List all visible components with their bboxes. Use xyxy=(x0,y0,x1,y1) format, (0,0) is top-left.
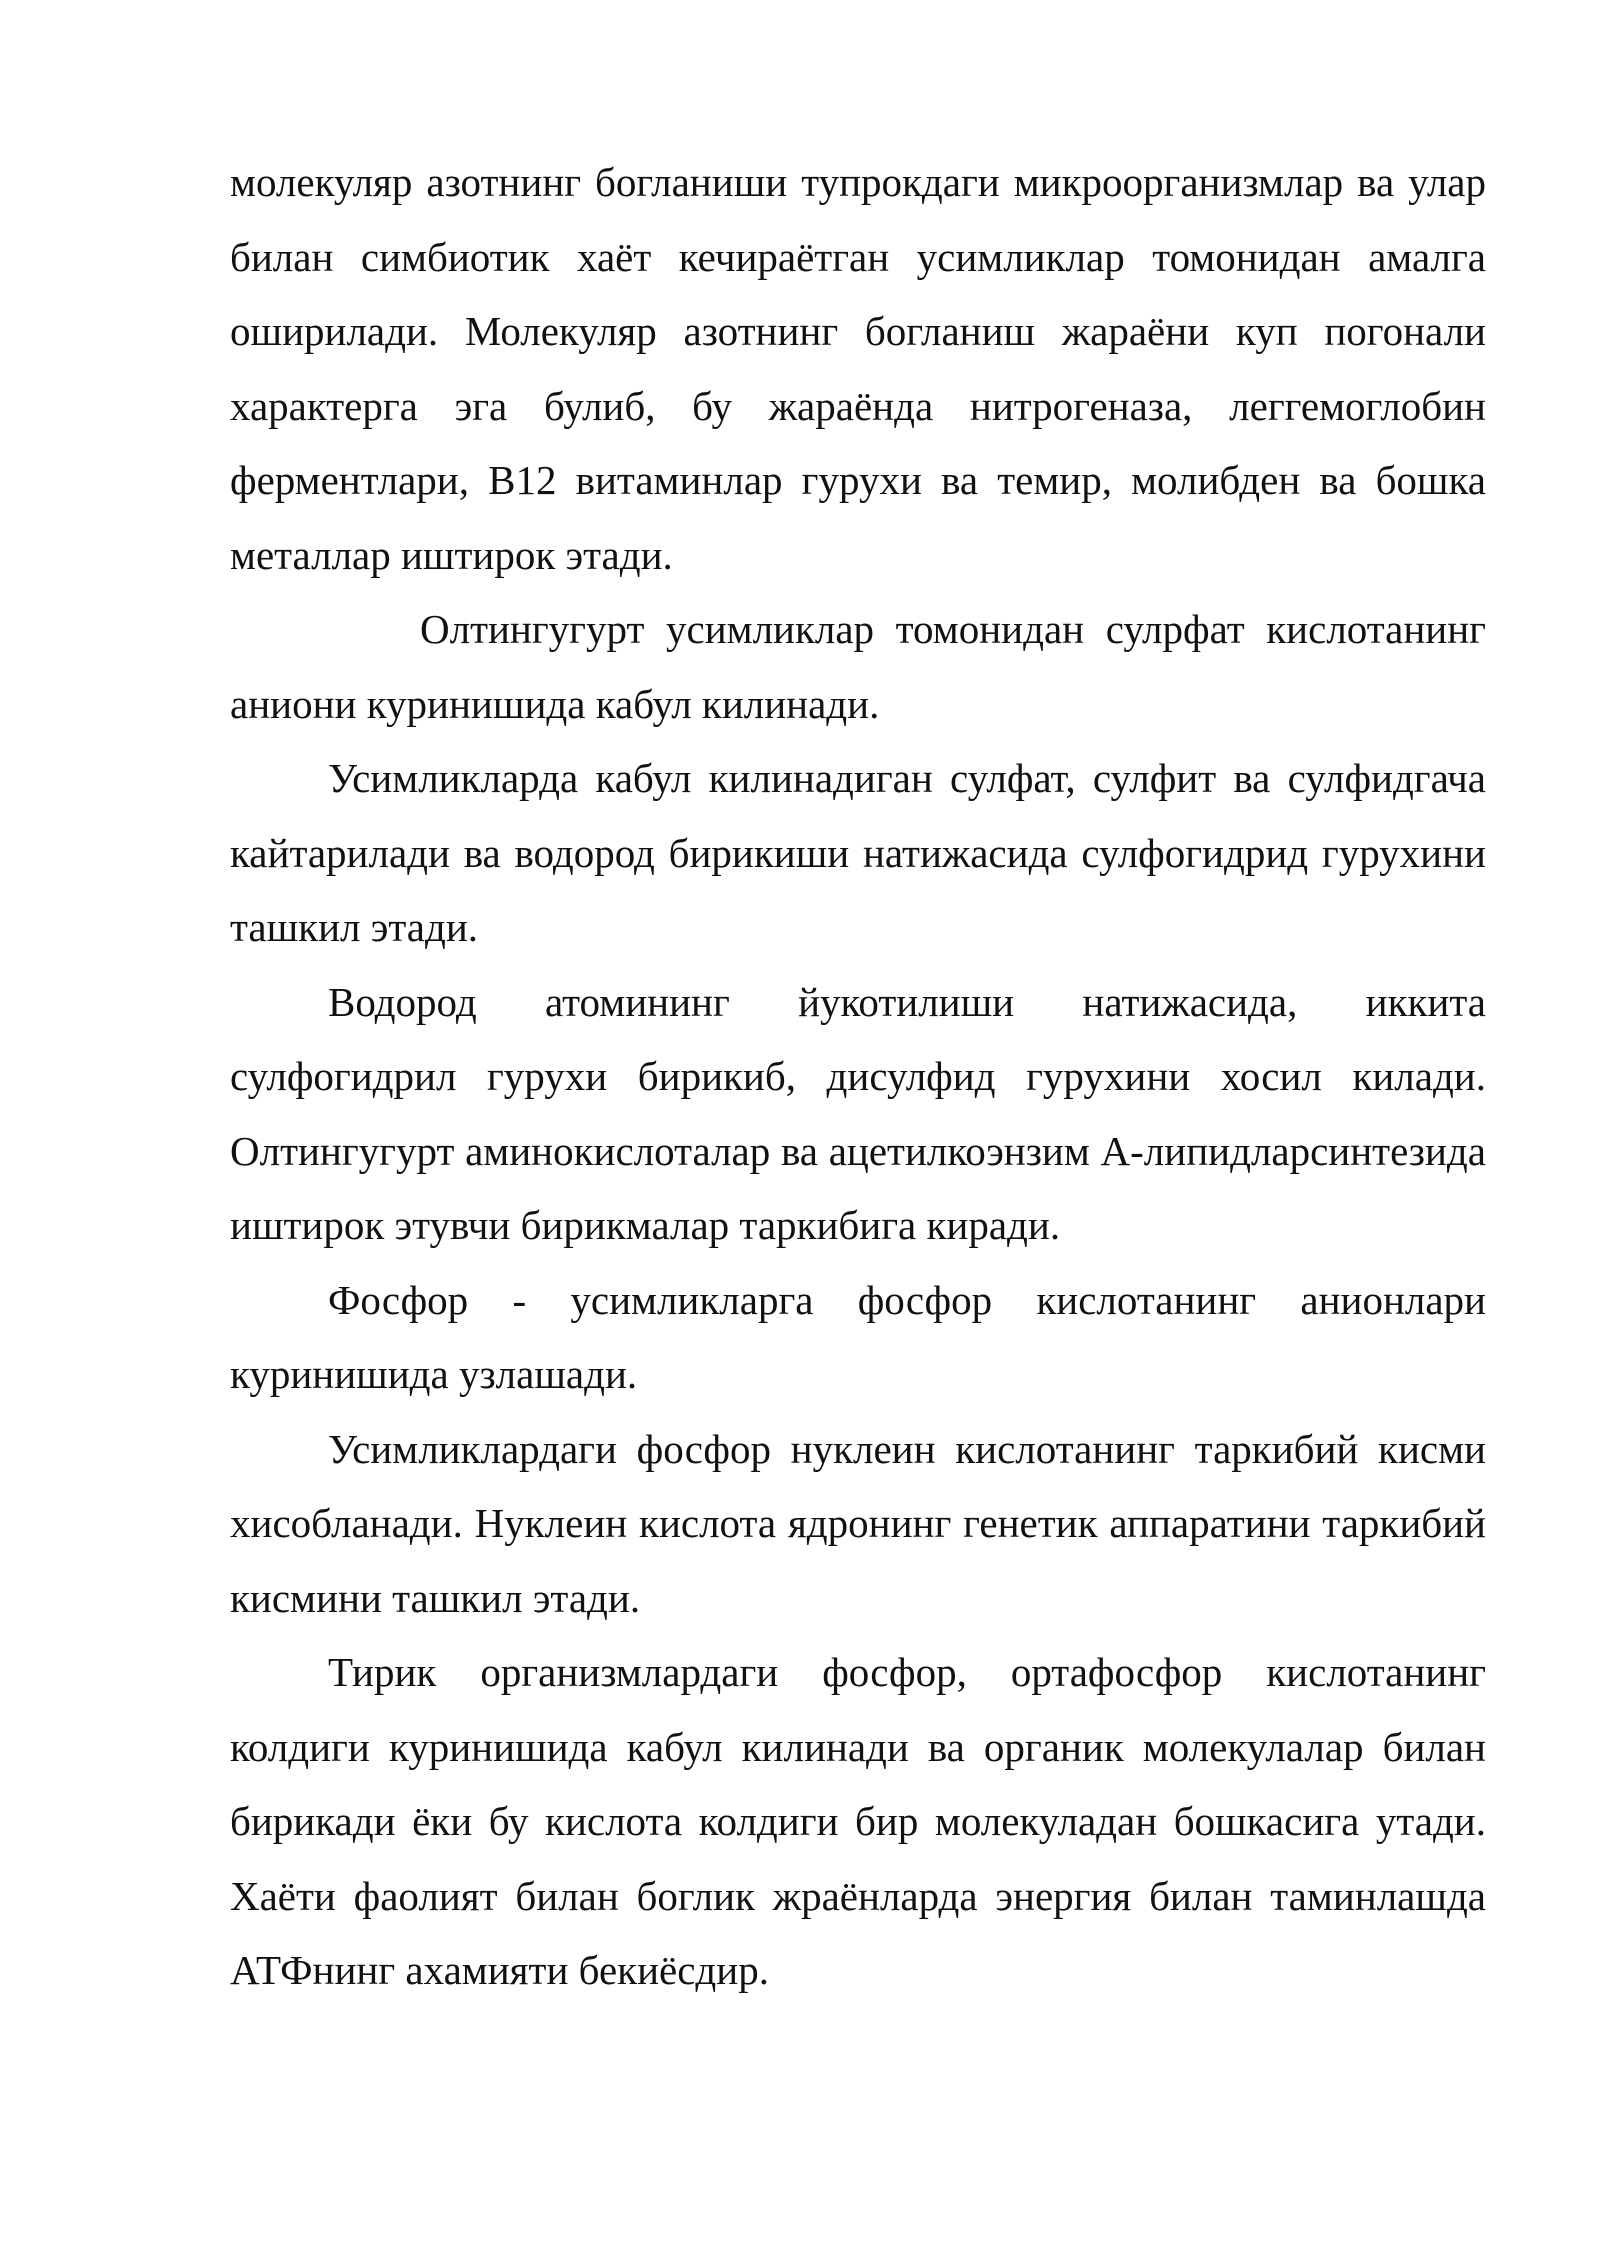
paragraph-nucleic-acid: Усимликлардаги фосфор нуклеин кислотанинг таркибий кисми хисобланади. Нуклеин кислота ядронинг генетик аппаратини таркибий кисмини ташкил этади. xyxy=(230,1425,1486,1621)
paragraph-atp-role: Тирик организмлардаги фосфор, ортафосфор кислотанинг колдиги куринишида кабул килинади ва органик молекулалар билан бирикади ёки бу кислота колдиги бир молекуладан бошкасига утади. Хаёти фаолият билан боглик жраёнларда энергия билан таминлашда АТФнинг ахамияти бекиёсдир. xyxy=(230,1649,1486,1993)
paragraph-phosphorus-uptake: Фосфор - усимликларга фосфор кислотанинг анионлари куринишида узлашади. xyxy=(230,1276,1486,1397)
body-text xyxy=(230,145,1486,2008)
paragraph-sulfate-reduction: Усимликларда кабул килинадиган сулфат, сулфит ва сулфидгача кайтарилади ва водород бирикиши натижасида сулфогидрид гурухини ташкил этади. xyxy=(230,755,1486,950)
paragraph-disulfide-formation: Водород атомининг йукотилиши натижасида, иккита сулфогидрил гурухи бирикиб, дисулфид гурухини хосил килади. Олтингугурт аминокислоталар ва ацетилкоэнзим А-липидларсинтезида иштирок этувчи бирикмалар таркибига киради. xyxy=(230,978,1486,1248)
paragraph-sulfur-uptake: Олтингугурт усимликлар томонидан сулрфат кислотанинг аниони куринишида кабул килинади. xyxy=(230,606,1486,727)
paragraph-nitrogen-fixation: молекуляр азотнинг богланиши тупрокдаги микроорганизмлар ва улар билан симбиотик хаёт кечираётган усимликлар томонидан амалга оширилади. Молекуляр азотнинг богланиш жараёни куп погонали характерга эга булиб, бу жараёнда нитрогеназа, леггемоглобин ферментлари, В12 витаминлар гурухи ва темир, молибден ва бошка металлар иштирок этади. xyxy=(230,159,1486,578)
